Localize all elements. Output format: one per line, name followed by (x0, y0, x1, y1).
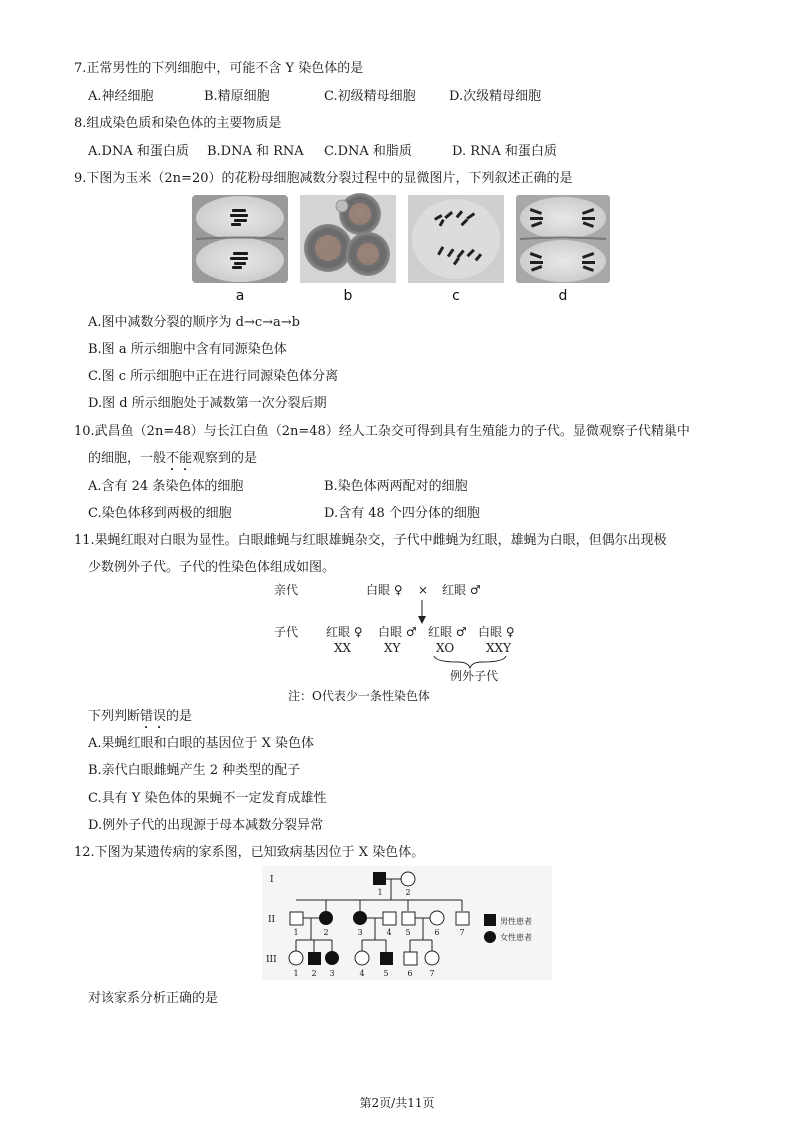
q7-option-a: A.神经细胞 (88, 89, 154, 104)
svg-text:1: 1 (377, 888, 383, 897)
offspring-2-phenotype: 白眼 ♂ (378, 625, 417, 639)
legend-male-affected-icon (484, 914, 496, 926)
q10-stem-line1: 10.武昌鱼（2n=48）与长江白鱼（2n=48）经人工杂交可得到具有生殖能力的子代。显微观察子代精巢中 (74, 424, 690, 439)
parent-female: 白眼 ♀ (366, 583, 403, 597)
offspring-2-karyotype: XY (384, 641, 401, 655)
pedigree-I-1 (373, 872, 386, 885)
pedigree-III-4 (355, 951, 369, 965)
micrograph-label-b: b (343, 288, 353, 304)
q9-option-d: D.图 d 所示细胞处于减数第一次分裂后期 (88, 396, 327, 411)
svg-text:3: 3 (329, 969, 335, 978)
pedigree-II-1 (290, 912, 303, 925)
q11-prompt (88, 708, 192, 732)
micrograph-label-c: c (452, 288, 460, 304)
micrograph-b (300, 193, 396, 283)
q10-option-a: A.含有 24 条染色体的细胞 (88, 479, 244, 494)
svg-text:7: 7 (459, 928, 465, 937)
pedigree-I-2 (401, 872, 415, 886)
q10-stem-text-end: 观察到的是 (192, 451, 258, 466)
exception-brace (434, 656, 506, 668)
pedigree-III-5 (380, 952, 393, 965)
pedigree-II-7 (456, 912, 469, 925)
generation-label-3: III (266, 955, 277, 965)
micrograph-label-a: a (235, 288, 245, 304)
q9-option-b: B.图 a 所示细胞中含有同源染色体 (88, 342, 287, 357)
cross-diagram (268, 576, 538, 704)
q7-option-c: C.初级精母细胞 (324, 89, 416, 104)
micrograph-label-d: d (558, 288, 568, 304)
svg-text:2: 2 (405, 888, 411, 897)
offspring-4-phenotype: 白眼 ♀ (478, 625, 515, 639)
q11-option-a: A.果蝇红眼和白眼的基因位于 X 染色体 (88, 736, 315, 751)
q12-stem: 12.下图为某遗传病的家系图，已知致病基因位于 X 染色体。 (74, 845, 425, 860)
svg-text:6: 6 (407, 969, 413, 978)
pedigree-III-3 (325, 951, 339, 965)
pedigree-III-6 (404, 952, 417, 965)
q10-option-d: D.含有 48 个四分体的细胞 (324, 506, 480, 521)
exception-label: 例外子代 (450, 669, 499, 683)
parent-generation-label: 亲代 (274, 583, 299, 597)
q10-stem-line2 (88, 450, 257, 474)
q11-emphasis: 错误 (140, 709, 167, 724)
generation-label-2: II (268, 915, 276, 925)
q10-option-c: C.染色体移到两极的细胞 (88, 506, 232, 521)
svg-text:3: 3 (357, 928, 363, 937)
pedigree-II-4 (383, 912, 396, 925)
pedigree-II-5 (402, 912, 415, 925)
micrograph-c (408, 195, 504, 283)
q8-option-c: C.DNA 和脂质 (324, 144, 412, 159)
q7-option-d: D.次级精母细胞 (449, 89, 542, 104)
offspring-1-phenotype: 红眼 ♀ (326, 625, 363, 639)
offspring-3-karyotype: XO (436, 641, 455, 655)
svg-text:1: 1 (293, 928, 299, 937)
svg-text:2: 2 (311, 969, 317, 978)
diagram-note: 注：O代表少一条性染色体 (288, 689, 430, 703)
q11-prompt-text-end: 的是 (166, 709, 193, 724)
q8-option-d: D. RNA 和蛋白质 (452, 144, 557, 159)
q9-option-a: A.图中减数分裂的顺序为 d→c→a→b (88, 315, 301, 330)
meiosis-micrographs (190, 192, 610, 304)
svg-text:5: 5 (405, 928, 411, 937)
q11-option-d: D.例外子代的出现源于母本减数分裂异常 (88, 818, 324, 833)
pedigree-II-2 (319, 911, 333, 925)
page-footer: 第2页/共11页 (359, 1096, 435, 1110)
q10-stem-text: 的细胞，一般 (88, 451, 167, 466)
q8-option-b: B.DNA 和 RNA (207, 144, 304, 159)
legend-female-label: 女性患者 (500, 933, 532, 942)
q10-option-b: B.染色体两两配对的细胞 (324, 479, 468, 494)
offspring-1-karyotype: XX (334, 641, 352, 655)
svg-text:4: 4 (386, 928, 392, 937)
svg-text:4: 4 (359, 969, 365, 978)
q8-option-a: A.DNA 和蛋白质 (88, 144, 189, 159)
legend-female-affected-icon (484, 931, 496, 943)
svg-text:7: 7 (429, 969, 435, 978)
cross-arrow-head (418, 616, 426, 624)
svg-text:2: 2 (323, 928, 329, 937)
svg-text:6: 6 (434, 928, 440, 937)
offspring-3-phenotype: 红眼 ♂ (428, 625, 467, 639)
pedigree-II-6 (430, 911, 444, 925)
parent-male: 红眼 ♂ (442, 583, 481, 597)
q9-stem: 9.下图为玉米（2n=20）的花粉母细胞减数分裂过程中的显微图片，下列叙述正确的是 (74, 171, 573, 186)
offspring-generation-label: 子代 (274, 625, 299, 639)
cross-sign: × (418, 583, 429, 597)
q11-prompt-text: 下列判断 (88, 709, 141, 724)
q11-option-c: C.具有 Y 染色体的果蝇不一定发育成雄性 (88, 791, 327, 806)
pedigree-III-2 (308, 952, 321, 965)
q12-question: 对该家系分析正确的是 (88, 991, 219, 1006)
q9-option-c: C.图 c 所示细胞中正在进行同源染色体分离 (88, 369, 339, 384)
legend-male-label: 男性患者 (500, 917, 532, 926)
pedigree-III-7 (425, 951, 439, 965)
q7-stem: 7.正常男性的下列细胞中，可能不含 Y 染色体的是 (74, 61, 364, 76)
q7-option-b: B.精原细胞 (204, 89, 270, 104)
q8-stem: 8.组成染色质和染色体的主要物质是 (74, 116, 282, 131)
q11-stem-line1: 11.果蝇红眼对白眼为显性。白眼雌蝇与红眼雄蝇杂交，子代中雌蝇为红眼，雄蝇为白眼，但偶尔出现极 (74, 533, 667, 548)
offspring-4-karyotype: XXY (486, 641, 512, 655)
svg-text:5: 5 (383, 969, 389, 978)
micrograph-d (516, 195, 610, 283)
micrograph-a (192, 195, 288, 283)
pedigree-III-1 (289, 951, 303, 965)
generation-label-1: I (270, 875, 274, 885)
pedigree-chart (262, 866, 552, 980)
q11-stem-line2: 少数例外子代。子代的性染色体组成如图。 (88, 560, 336, 575)
q10-emphasis: 不能 (166, 451, 193, 466)
svg-text:1: 1 (293, 969, 299, 978)
pedigree-II-3 (353, 911, 367, 925)
q11-option-b: B.亲代白眼雌蝇产生 2 种类型的配子 (88, 763, 301, 778)
